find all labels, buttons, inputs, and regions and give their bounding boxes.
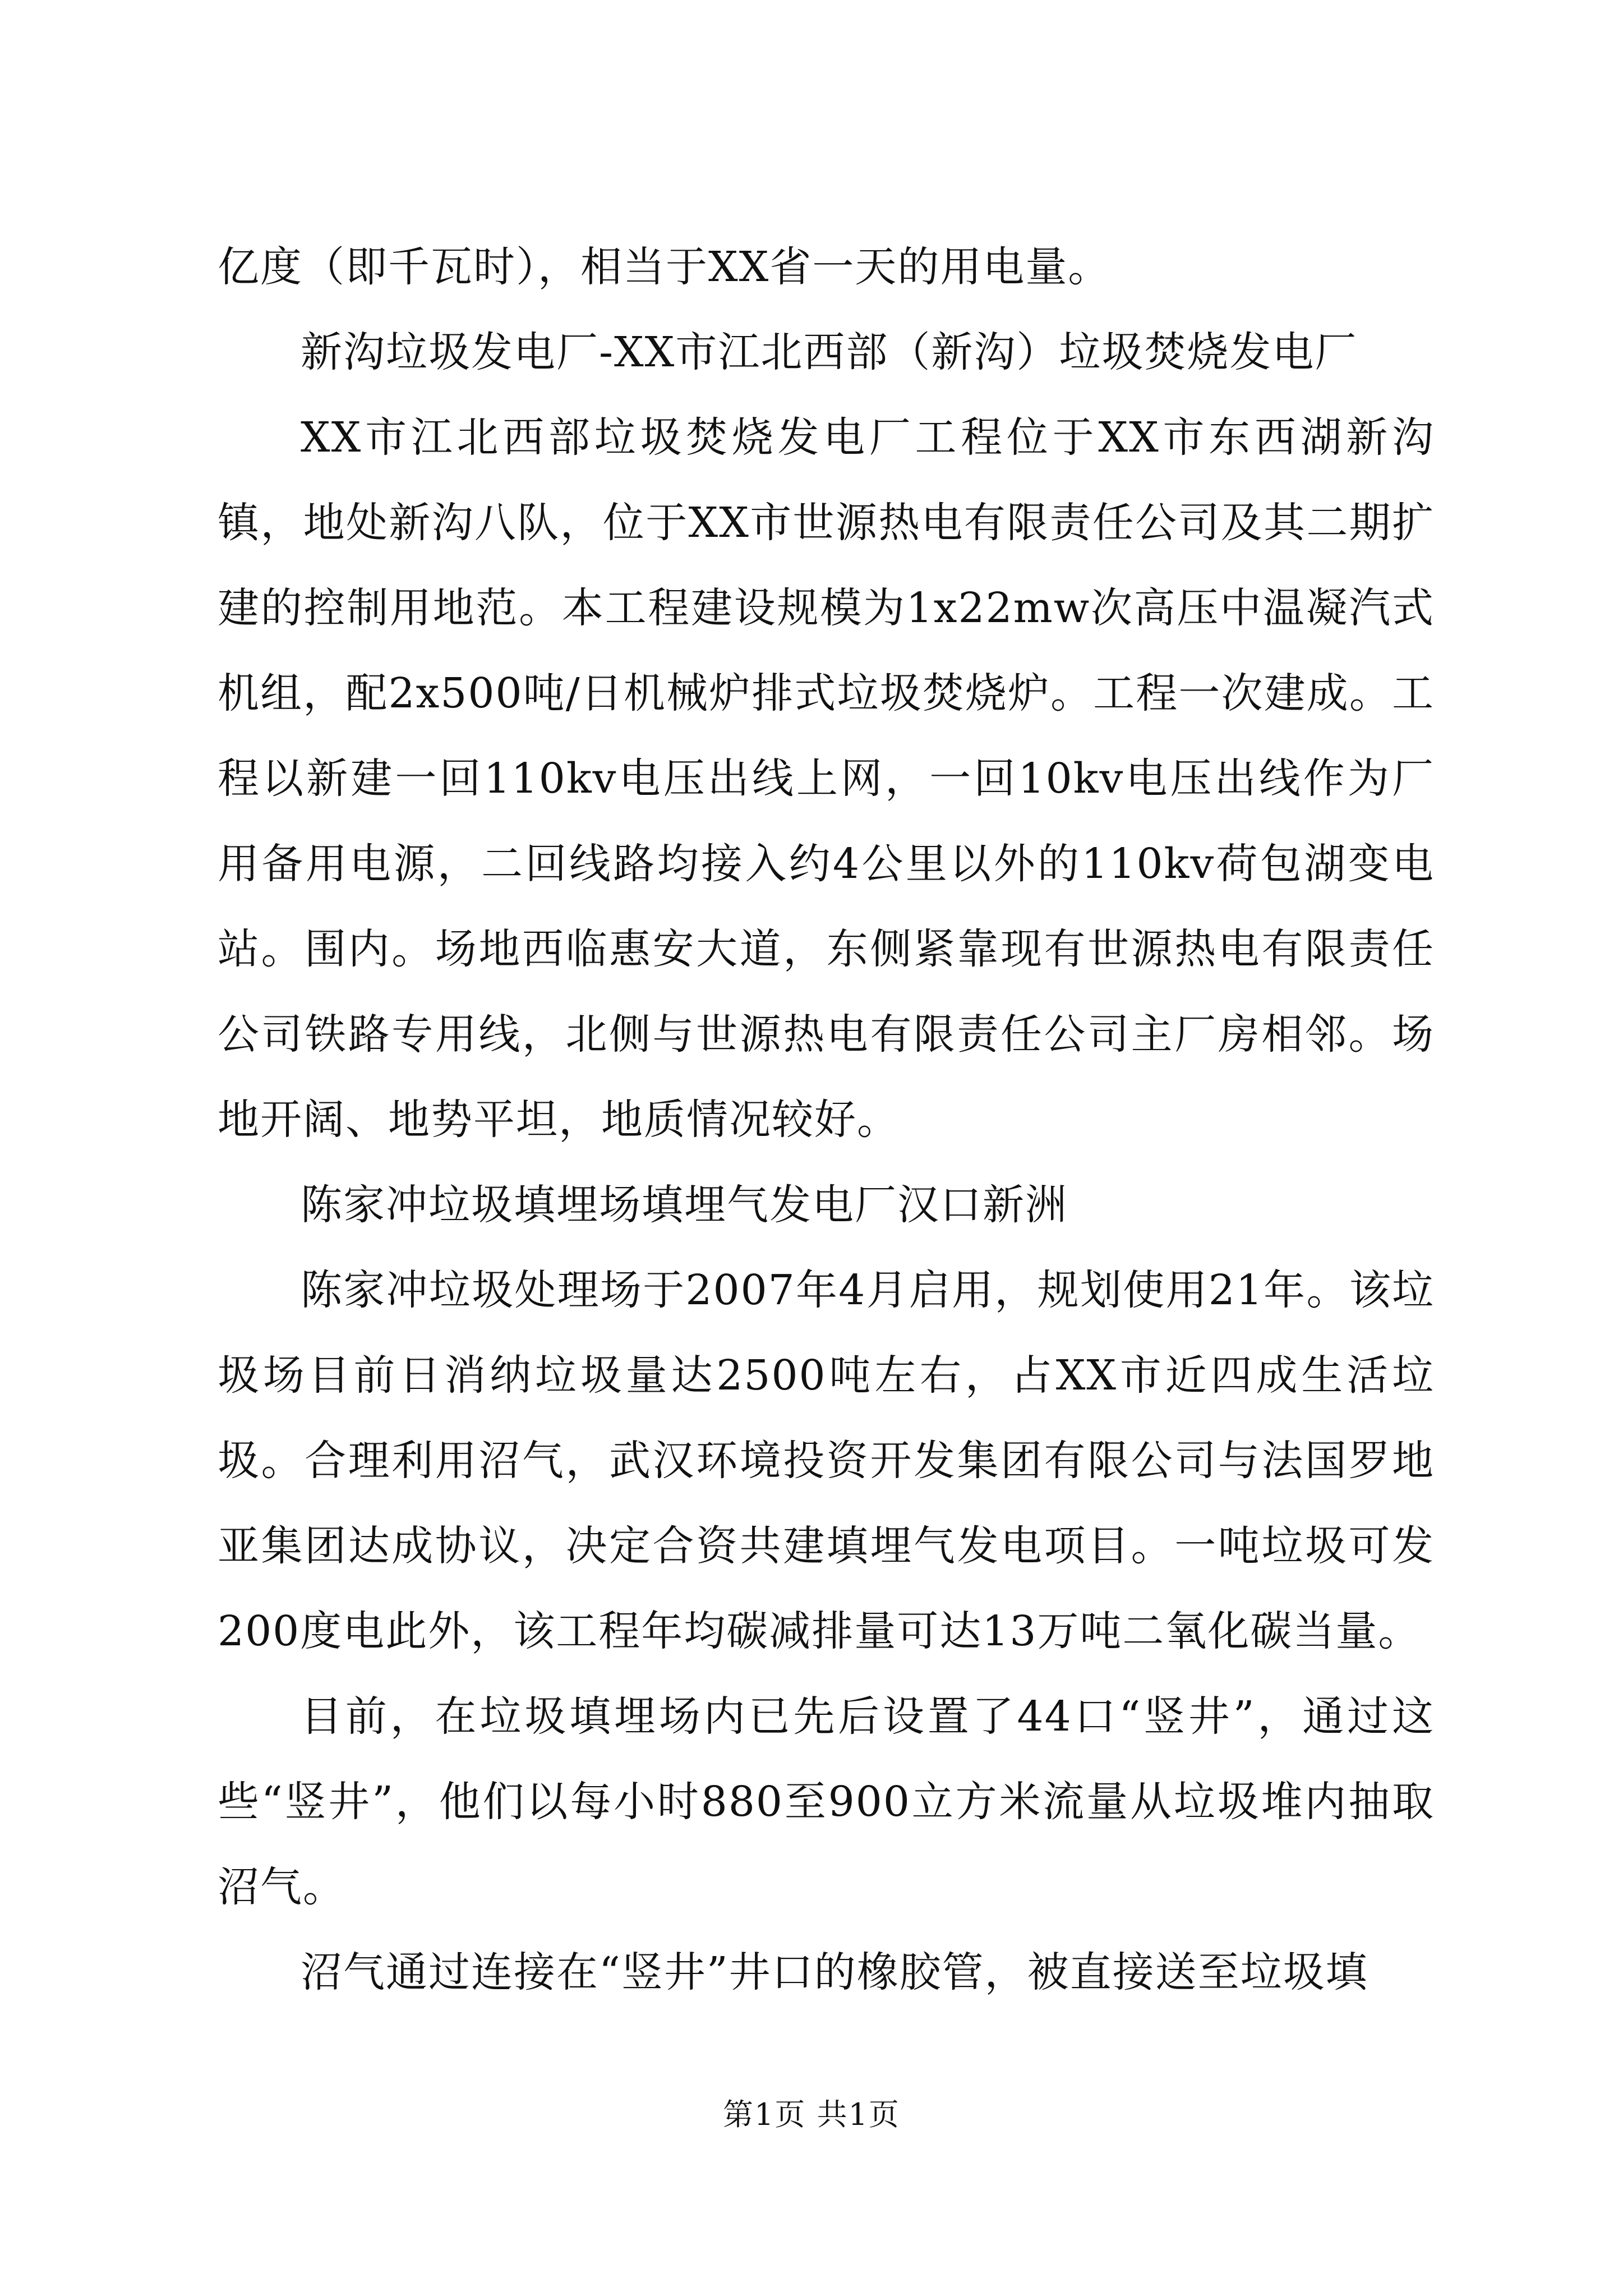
paragraph-wells: 目前，在垃圾填埋场内已先后设置了44口“竖井”，通过这些“竖井”，他们以每小时880至900立方米流量从垃圾堆内抽取沼气。: [218, 1692, 1435, 1911]
paragraph-xingou-details: XX市江北西部垃圾焚烧发电厂工程位于XX市东西湖新沟镇，地处新沟八队，位于XX市世源热电有限责任公司及其二期扩建的控制用地范。本工程建设规模为1x22mw次高压中温凝汽式机组，配2x500吨/日机械炉排式垃圾焚烧炉。工程一次建成。工程以新建一回110kv电压出线上网，一回10kv电压出线作为厂用备用电源，二回线路均接入约4公里以外的110kv荷包湖变电站。围内。场地西临惠安大道，东侧紧靠现有世源热电有限责任公司铁路专用线，北侧与世源热电有限责任公司主厂房相邻。场地开阔、地势平坦，地质情况较好。: [218, 413, 1435, 1144]
paragraph-biogas-pipe: 沼气通过连接在“竖井”井口的橡胶管，被直接送至垃圾填: [301, 1948, 1368, 1996]
paragraph-heading-chenjiachong: 陈家冲垃圾填埋场填埋气发电厂汉口新洲: [301, 1181, 1068, 1229]
paragraph-heading-xingou: 新沟垃圾发电厂-XX市江北西部（新沟）垃圾焚烧发电厂: [301, 328, 1358, 376]
page-number-label: 第1页 共1页: [723, 2097, 900, 2132]
document-body: [218, 224, 1435, 2015]
paragraph-chenjiachong-details: 陈家冲垃圾处理场于2007年4月启用，规划使用21年。该垃圾场目前日消纳垃圾量达2500吨左右，占XX市近四成生活垃圾。合理利用沼气，武汉环境投资开发集团有限公司与法国罗地亚集团达成协议，决定合资共建填埋气发电项目。一吨垃圾可发200度电此外，该工程年均碳减排量可达13万吨二氧化碳当量。: [218, 1266, 1435, 1655]
page-footer: [0, 2095, 1623, 2134]
paragraph-continuation: 亿度（即千瓦时），相当于XX省一天的用电量。: [218, 243, 1111, 291]
